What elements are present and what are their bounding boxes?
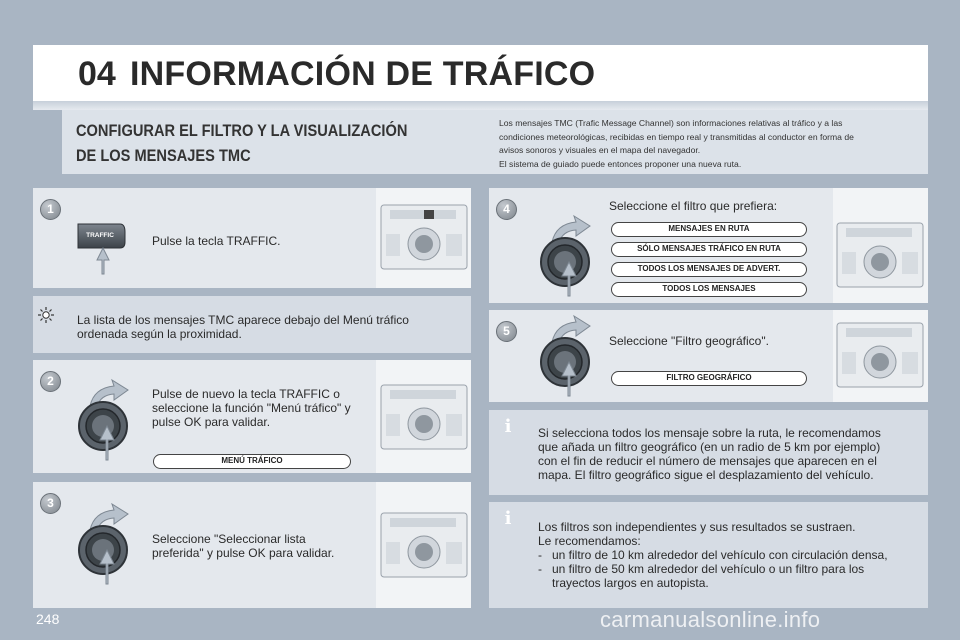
step-1-badge: 1 xyxy=(40,199,61,220)
step-2-badge: 2 xyxy=(40,371,61,392)
bullet-text: un filtro de 10 km alrededor del vehículo con circulación densa, xyxy=(552,548,888,562)
info-text-2 xyxy=(538,520,888,590)
intro-text xyxy=(499,117,919,171)
bullet-text: trayectos largos en autopista. xyxy=(552,576,709,590)
info-text-line: Le recomendamos: xyxy=(538,534,641,548)
filter-option[interactable]: SÓLO MENSAJES TRÁFICO EN RUTA xyxy=(611,242,807,257)
traffic-key-label: TRAFFIC xyxy=(86,232,114,239)
info-icon: i xyxy=(504,508,512,529)
info-text-line: mapa. El filtro geográfico sigue el desplazamiento del vehículo. xyxy=(538,468,874,482)
info-icon: i xyxy=(504,416,512,437)
step-4-badge: 4 xyxy=(496,199,517,220)
intro-text-line: avisos sonoros y visuales en el mapa del navegador. xyxy=(499,145,701,155)
step-4-text: Seleccione el filtro que prefiera: xyxy=(609,199,778,213)
page-number: 248 xyxy=(36,611,60,627)
radio-unit-image xyxy=(836,222,924,288)
step-2-text-line: Pulse de nuevo la tecla TRAFFIC o xyxy=(152,387,340,401)
step-1-text: Pulse la tecla TRAFFIC. xyxy=(152,234,281,248)
radio-unit-image xyxy=(380,512,468,578)
rotary-knob-icon xyxy=(70,376,136,462)
rotary-knob-icon xyxy=(532,212,598,298)
intro-text-line: condiciones meteorológicas, recibidas en tiempo real y transmitidas al conductor en forma de xyxy=(499,131,854,142)
step-2-text-line: seleccione la función "Menú tráfico" y xyxy=(152,401,351,415)
section-heading xyxy=(76,118,420,168)
info-text-line: que añada un filtro geográfico (en un radio de 5 km por ejemplo) xyxy=(538,440,881,454)
radio-unit-image xyxy=(836,322,924,388)
tip-text-line: ordenada según la proximidad. xyxy=(77,327,242,341)
chapter-number: 04 xyxy=(78,55,116,93)
bullet-item xyxy=(538,562,888,590)
info-text-line: Si selecciona todos los mensaje sobre la ruta, le recomendamos xyxy=(538,426,881,440)
intro-text-line: El sistema de guiado puede entonces proponer una nueva ruta. xyxy=(499,158,742,169)
bullet-text: un filtro de 50 km alrededor del vehículo o un filtro para los xyxy=(552,562,865,576)
lightbulb-icon xyxy=(37,306,55,324)
page-title: INFORMACIÓN DE TRÁFICO xyxy=(130,55,596,93)
info-text-1 xyxy=(538,426,881,482)
step-3-text-line: preferida" y pulse OK para validar. xyxy=(152,546,335,560)
step-3-badge: 3 xyxy=(40,493,61,514)
step-5-text: Seleccione "Filtro geográfico". xyxy=(609,334,769,348)
geo-filter-option[interactable]: FILTRO GEOGRÁFICO xyxy=(611,371,807,386)
filter-option[interactable]: TODOS LOS MENSAJES xyxy=(611,282,807,297)
step-3-text-line: Seleccione "Seleccionar lista xyxy=(152,532,306,546)
step-2-text-line: pulse OK para validar. xyxy=(152,415,271,429)
radio-unit-image xyxy=(380,204,468,270)
filter-option[interactable]: TODOS LOS MENSAJES DE ADVERT. xyxy=(611,262,807,277)
radio-unit-image xyxy=(380,384,468,450)
step-2-text xyxy=(152,387,351,429)
header-stripe xyxy=(33,101,928,110)
intro-text-line: Los mensajes TMC (Trafic Message Channel) son informaciones relativas al tráfico y a las xyxy=(499,118,843,128)
step-5-badge: 5 xyxy=(496,321,517,342)
tip-text-line: La lista de los mensajes TMC aparece debajo del Menú tráfico xyxy=(77,313,409,327)
section-heading-line: CONFIGURAR EL FILTRO Y LA VISUALIZACIÓN xyxy=(76,121,408,140)
bullet-item xyxy=(538,548,888,562)
info-text-line: con el fin de reducir el número de mensajes que aparecen en el xyxy=(538,454,877,468)
menu-trafico-option[interactable]: MENÚ TRÁFICO xyxy=(153,454,351,469)
rotary-knob-icon xyxy=(532,312,598,398)
tip-text xyxy=(77,313,409,341)
filter-option[interactable]: MENSAJES EN RUTA xyxy=(611,222,807,237)
step-3-text xyxy=(152,532,334,560)
traffic-key-icon xyxy=(76,220,130,276)
bullet-dash: - xyxy=(538,562,542,576)
watermark: carmanualsonline.info xyxy=(600,607,821,632)
bullet-dash: - xyxy=(538,548,542,562)
rotary-knob-icon xyxy=(70,500,136,586)
info-text-line: Los filtros son independientes y sus resultados se sustraen. xyxy=(538,520,856,534)
section-heading-line: DE LOS MENSAJES TMC xyxy=(76,146,251,165)
